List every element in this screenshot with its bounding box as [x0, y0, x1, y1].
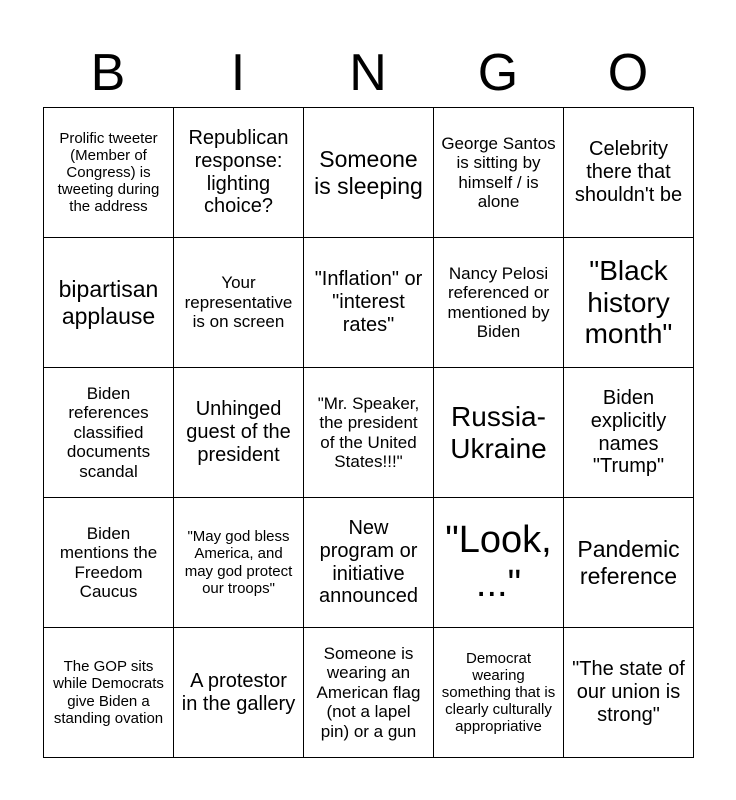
bingo-cell[interactable]: Your representative is on screen — [174, 238, 304, 368]
header-letter-n: N — [349, 44, 387, 102]
bingo-cell[interactable]: Someone is sleeping — [304, 108, 434, 238]
bingo-cell[interactable]: bipartisan applause — [44, 238, 174, 368]
board-row — [44, 108, 694, 238]
board-row — [44, 498, 694, 628]
bingo-cell[interactable]: George Santos is sitting by himself / is alone — [434, 108, 564, 238]
bingo-cell[interactable]: "Black history month" — [564, 238, 694, 368]
bingo-cell[interactable]: "Mr. Speaker, the president of the United States!!!" — [304, 368, 434, 498]
board-row — [44, 238, 694, 368]
bingo-cell[interactable]: Democrat wearing something that is clearly culturally appropriative — [434, 628, 564, 758]
bingo-cell[interactable]: Someone is wearing an American flag (not a lapel pin) or a gun — [304, 628, 434, 758]
bingo-cell[interactable]: Prolific tweeter (Member of Congress) is tweeting during the address — [44, 108, 174, 238]
bingo-cell[interactable]: Biden explicitly names "Trump" — [564, 368, 694, 498]
bingo-header — [43, 38, 693, 108]
bingo-cell[interactable]: Nancy Pelosi referenced or mentioned by Biden — [434, 238, 564, 368]
header-letter-b: B — [90, 44, 126, 102]
bingo-cell[interactable]: Republican response: lighting choice? — [174, 108, 304, 238]
board-row — [44, 628, 694, 758]
board-row — [44, 368, 694, 498]
bingo-cell[interactable]: "Inflation" or "interest rates" — [304, 238, 434, 368]
bingo-cell[interactable]: Russia-Ukraine — [434, 368, 564, 498]
bingo-cell[interactable]: "The state of our union is strong" — [564, 628, 694, 758]
bingo-board — [43, 107, 694, 758]
bingo-cell[interactable]: Biden mentions the Freedom Caucus — [44, 498, 174, 628]
header-letter-i: I — [230, 44, 246, 102]
header-letter-o: O — [607, 44, 649, 102]
bingo-cell[interactable]: Unhinged guest of the president — [174, 368, 304, 498]
bingo-cell[interactable]: New program or initiative announced — [304, 498, 434, 628]
bingo-cell[interactable]: A protestor in the gallery — [174, 628, 304, 758]
bingo-cell[interactable]: Biden references classified documents scandal — [44, 368, 174, 498]
header-letter-g: G — [477, 44, 519, 102]
bingo-cell[interactable]: "May god bless America, and may god protect our troops" — [174, 498, 304, 628]
bingo-cell[interactable]: Pandemic reference — [564, 498, 694, 628]
bingo-cell[interactable]: The GOP sits while Democrats give Biden a standing ovation — [44, 628, 174, 758]
bingo-cell[interactable]: Celebrity there that shouldn't be — [564, 108, 694, 238]
bingo-cell[interactable]: "Look, ..." — [434, 498, 564, 628]
